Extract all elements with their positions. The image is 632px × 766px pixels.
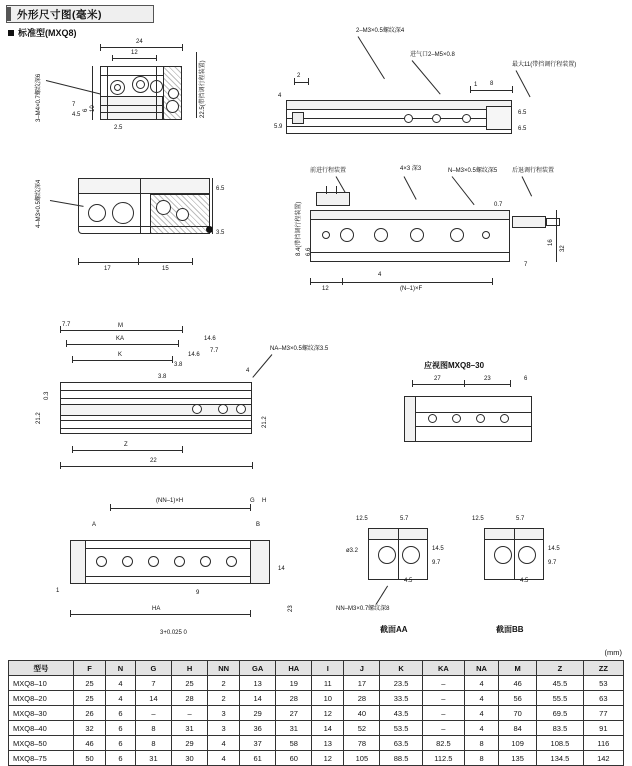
cell: 33.5 [380,691,422,706]
section-aa-title: 截面AA [380,625,408,634]
cell: 78 [344,736,380,751]
fig7-dim-B: B [256,522,261,528]
fig1-dim-24: 24 [136,39,143,45]
callout-4-m3: 4–M3×0.5螺纹深4 [36,179,42,228]
cell: 52 [344,721,380,736]
cell: 55.5 [537,691,583,706]
fig5-dim-Z: Z [124,442,128,448]
fig2-bore-2 [112,202,134,224]
fig1-dim-25: 2.5 [114,125,123,131]
fig7-hole-5 [200,556,211,567]
cell: 11 [312,676,344,691]
page-title-banner [6,5,154,23]
fig6-hole-3 [476,414,485,423]
fig2-bore-4 [176,208,189,221]
table-row [9,691,624,706]
cell: 4 [465,691,499,706]
cell: 6 [105,751,135,766]
table-header-row [9,661,624,676]
fig4-dim-07: 0.7 [494,202,503,208]
fig1-dim-10: 10 [90,105,96,112]
units-note: (mm) [604,648,622,657]
cell: 14 [312,721,344,736]
fig7-hole-6 [226,556,237,567]
fig3-dim-65b: 6.5 [518,126,527,132]
cell: 112.5 [422,751,464,766]
fig4-hole-5 [322,231,330,239]
cell: 8 [135,736,171,751]
fig6-dim-27: 27 [434,376,441,382]
table-row [9,706,624,721]
dimension-table [8,660,624,766]
cell: 25 [74,676,106,691]
fig2-dim-15: 15 [162,266,169,272]
fig3-hole-1 [404,114,413,123]
fig1-dim-45: 4.5 [72,112,81,118]
fig4-hole-1 [340,228,354,242]
callout-forward-adj: 前进行程装置 [310,168,347,174]
cell: – [422,721,464,736]
fig1-lower-plate [100,96,163,120]
fig1-dim-6: 6 [83,108,89,112]
fig5-dim-03: 0.3 [44,391,50,400]
fig5-dim-KA: KA [116,336,125,342]
fig5-dim-77: 7.7 [210,348,219,354]
cell: 84 [499,721,537,736]
cell: 2 [208,691,240,706]
cell: 13 [240,676,276,691]
secbb-dim-45: 4.5 [520,578,529,584]
fig4-hole-2 [374,228,388,242]
cell: 50 [74,751,106,766]
callout-8-4: 8.4(带挡调行程装置) [296,201,302,256]
fig3-dim-59: 5.9 [274,124,283,130]
cell: 14 [240,691,276,706]
cell-model: MXQ8–10 [9,676,74,691]
fig5-dim-146: 14.6 [204,336,216,342]
fig4-dim-12: 12 [322,286,329,292]
cell: 10 [312,691,344,706]
fig4-hole-4 [450,228,464,242]
cell: 142 [583,751,623,766]
cell: 56 [499,691,537,706]
cell: 4 [105,676,135,691]
fig3-hole-3 [462,114,471,123]
fig3-dim-8: 8 [490,81,494,87]
callout-nn-m3: NN–M3×0.7螺纹深8 [336,606,390,612]
cell: 25 [172,676,208,691]
cell-model: MXQ8–40 [9,721,74,736]
secbb-dim-145: 14.5 [548,546,560,552]
th-G: G [135,661,171,676]
cell: 27 [276,706,312,721]
fig4-dim-32: 32 [560,245,566,252]
fig7-hole-2 [122,556,133,567]
fig6-dim-23: 23 [484,376,491,382]
fig4-hole-6 [482,231,490,239]
fig2-dim-17: 17 [104,266,111,272]
section-bb-title: 截面BB [496,625,524,634]
cell: 28 [344,691,380,706]
cell: 29 [172,736,208,751]
fig7-dim-14: 14 [278,566,285,572]
fig7-hole-1 [96,556,107,567]
fig7-dim-A: A [92,522,97,528]
fig2-dim-35: 3.5 [216,230,225,236]
fig3-hole-2 [432,114,441,123]
cell: 60 [276,751,312,766]
cell: 58 [276,736,312,751]
fig5-dim-22: 22 [150,458,157,464]
th-HA: HA [276,661,312,676]
cell: 32 [74,721,106,736]
cell: 61 [240,751,276,766]
cell: – [422,691,464,706]
th-I: I [312,661,344,676]
table-row [9,751,624,766]
cell: 43.5 [380,706,422,721]
callout-3-m4: 3–M4×0.7螺纹深6 [36,73,42,122]
fig7-right-block [250,540,270,584]
cell: 77 [583,706,623,721]
fig6-body [404,396,532,442]
cell-model: MXQ8–20 [9,691,74,706]
th-model: 型号 [9,661,74,676]
cell: 53.5 [380,721,422,736]
title-bar-accent [7,7,11,21]
th-H: H [172,661,208,676]
fig7-left-block [70,540,86,584]
secaa-dim-45: 4.5 [404,578,413,584]
cell: 105 [344,751,380,766]
page-title: 外形尺寸图(毫米) [17,8,102,21]
secaa-dim-145: 14.5 [432,546,444,552]
secaa-dim-97: 9.7 [432,560,441,566]
fig4-left-fitting [316,192,350,206]
cell: 36 [240,721,276,736]
cell: 13 [312,736,344,751]
fig4-right-tip [546,218,560,226]
cell: 109 [499,736,537,751]
cell: 63.5 [380,736,422,751]
fig7-dim-nn1h: (NN–1)×H [156,498,184,504]
th-N: N [105,661,135,676]
cell: 6 [105,706,135,721]
th-K: K [380,661,422,676]
cell: 40 [344,706,380,721]
cell: 17 [344,676,380,691]
th-KA: KA [422,661,464,676]
secaa-bore-left [378,546,396,564]
fig5-dim-4: 4 [246,368,250,374]
secbb-dim-97: 9.7 [548,560,557,566]
fig5-dim-6: 7.7 [62,322,71,328]
th-NN: NN [208,661,240,676]
fig5-dim-212r: 21.2 [262,416,268,428]
th-ZZ: ZZ [583,661,623,676]
cell-model: MXQ8–50 [9,736,74,751]
fig5-dim-212: 21.2 [36,412,42,424]
cell: 12 [312,751,344,766]
fig5-hole-2 [218,404,228,414]
cell: – [422,706,464,721]
table-row [9,736,624,751]
fig1-dim-12: 12 [131,50,138,56]
fig2-bore-3 [156,200,171,215]
cell: 4 [208,751,240,766]
cell: 4 [465,721,499,736]
cell: – [172,706,208,721]
fig3-dim-1: 1 [474,82,478,88]
fig4-dim-66: 6.6 [306,247,312,256]
cell: 135 [499,751,537,766]
secaa-dim-125: 12.5 [356,516,368,522]
cell: 69.5 [537,706,583,721]
section-subtitle: 标准型(MXQ8) [8,26,77,39]
fig6-left-block [404,396,416,442]
callout-2-m3: 2–M3×0.5螺纹深4 [356,28,405,34]
fig4-top-band [310,210,510,220]
fig5-hole-1 [192,404,202,414]
cell: 63 [583,691,623,706]
secaa-dim-57: 5.7 [400,516,409,522]
fig5-dim-146b: 14.6 [188,352,200,358]
cell: – [422,676,464,691]
cell: 26 [74,706,106,721]
cell: 82.5 [422,736,464,751]
cell: 12 [312,706,344,721]
cell: 19 [276,676,312,691]
secbb-dim-125: 12.5 [472,516,484,522]
th-GA: GA [240,661,276,676]
cell: 108.5 [537,736,583,751]
cell: 8 [465,751,499,766]
cell: 45.5 [537,676,583,691]
fig1-bore-4 [168,88,179,99]
cell: 31 [276,721,312,736]
cell: 29 [240,706,276,721]
cell: 37 [240,736,276,751]
callout-air-port: 进气口2–M5×0.8 [410,52,455,58]
fig1-bore-2-inner [136,80,145,89]
fig3-dim-2: 2 [297,73,301,79]
cell: 91 [583,721,623,736]
cell: 14 [135,691,171,706]
callout-max-11: 最大11(带挡调行程装置) [512,62,577,68]
fig2-bore-1 [88,204,106,222]
th-NA: NA [465,661,499,676]
cell: 28 [276,691,312,706]
secaa-dim-phi32: ø3.2 [346,548,359,554]
secbb-bore-right [518,546,536,564]
th-F: F [74,661,106,676]
cell: 116 [583,736,623,751]
cell: 7 [135,676,171,691]
callout-back-adj: 后退调行程装置 [512,168,555,174]
cell: 83.5 [537,721,583,736]
cell: 8 [465,736,499,751]
fig4-right-rod [512,216,546,228]
cell: 30 [172,751,208,766]
fig3-top-band [286,100,512,110]
fig7-dim-HA: HA [152,606,161,612]
cell: 88.5 [380,751,422,766]
fig6-hole-4 [500,414,509,423]
cell: 4 [465,676,499,691]
fig4-dim-4: 4 [378,272,382,278]
th-J: J [344,661,380,676]
fig6-hole-1 [428,414,437,423]
bottom-view-title: 应视图MXQ8–30 [424,361,485,370]
th-Z: Z [537,661,583,676]
cell-model: MXQ8–75 [9,751,74,766]
fig2-top-plate [78,178,210,194]
cell: 31 [135,751,171,766]
cell: 2 [208,676,240,691]
fig4-dim-16: 16 [548,239,554,246]
cell: 8 [135,721,171,736]
cell: 4 [105,691,135,706]
secbb-dim-57: 5.7 [516,516,525,522]
fig7-dim-1: 1 [56,588,60,594]
fig5-dim-38b: 3.8 [158,374,167,380]
fig7-dim-23: 23 [288,605,294,612]
fig3-block-left [292,112,304,124]
callout-width-22-5: 22.5(带挡调行程装置) [200,60,206,118]
fig4-dim-7: 7 [524,262,528,268]
fig3-dim-65a: 6.5 [518,110,527,116]
fig5-hole-3 [236,404,246,414]
fig7-dim-G: G [250,498,255,504]
cell: 25 [74,691,106,706]
fig7-dim-3h9: 3+0.025 0 [160,630,187,636]
fig4-hole-3 [410,228,424,242]
fig3-end-block [486,106,512,130]
cell: 3 [208,706,240,721]
cell: 53 [583,676,623,691]
cell: 70 [499,706,537,721]
table-row [9,676,624,691]
secbb-bore-left [494,546,512,564]
fig1-bore-5 [166,100,179,113]
cell: – [135,706,171,721]
fig7-dim-9: 9 [196,590,200,596]
cell: 4 [465,706,499,721]
cell: 6 [105,736,135,751]
cell: 28 [172,691,208,706]
callout-na-m3: NA–M3×0.5螺纹深3.5 [270,346,329,352]
fig7-hole-4 [174,556,185,567]
bullet-square-icon [8,30,14,36]
fig5-dim-M: M [118,323,123,329]
secaa-bore-right [402,546,420,564]
cell: 46 [499,676,537,691]
cell: 6 [105,721,135,736]
cell: 3 [208,721,240,736]
fig2-dim-65: 6.5 [216,186,225,192]
cell: 4 [208,736,240,751]
fig7-dim-H: H [262,498,267,504]
fig6-hole-2 [452,414,461,423]
table-row [9,721,624,736]
cell: 134.5 [537,751,583,766]
cell: 46 [74,736,106,751]
cell: 31 [172,721,208,736]
fig1-bore-1-inner [114,84,121,91]
callout-n-m3: N–M3×0.5螺纹深5 [448,168,498,174]
fig1-dim-7: 7 [72,102,76,108]
th-M: M [499,661,537,676]
fig7-hole-3 [148,556,159,567]
callout-tap-3: 4×3 深3 [400,166,422,172]
fig3-dim-4: 4 [278,93,282,99]
cell-model: MXQ8–30 [9,706,74,721]
fig4-dim-n1f: (N–1)×F [400,286,423,292]
fig5-dim-K: K [118,352,123,358]
fig6-dim-6: 6 [524,376,528,382]
cell: 23.5 [380,676,422,691]
fig5-dim-38a: 3.8 [174,362,183,368]
